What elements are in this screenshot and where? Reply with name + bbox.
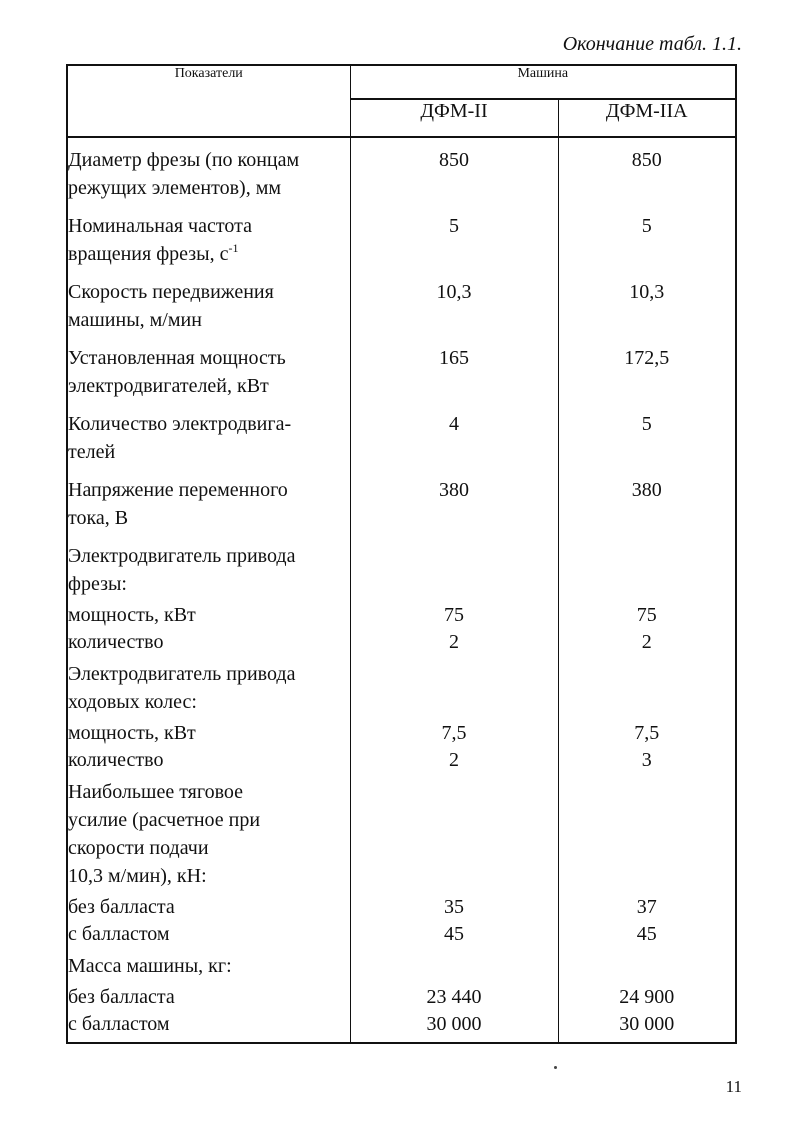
table-row	[67, 1011, 736, 1038]
row-value-dfm-iia: 850	[558, 146, 736, 202]
row-sublabel: мощность, кВт	[67, 602, 350, 629]
row-sublabel: с балластом	[67, 921, 350, 948]
table-row	[67, 921, 736, 948]
row-value-dfm-ii: 30 000	[350, 1011, 558, 1038]
header-parameters: Показатели	[67, 65, 350, 137]
row-value-dfm-ii: 2	[350, 747, 558, 774]
row-value-dfm-ii: 850	[350, 146, 558, 202]
row-value-dfm-iia: 380	[558, 476, 736, 532]
row-label: Установленная мощность электродвигателей, кВт	[67, 344, 350, 400]
table-row	[67, 476, 736, 532]
row-sublabel: количество	[67, 629, 350, 656]
table-row	[67, 984, 736, 1011]
row-value-dfm-ii: 35	[350, 894, 558, 921]
row-value-dfm-ii: 23 440	[350, 984, 558, 1011]
table-row	[67, 660, 736, 716]
table-row	[67, 778, 736, 890]
row-label: Масса машины, кг:	[67, 952, 350, 980]
row-value-dfm-ii: 5	[350, 212, 558, 268]
row-label: Наибольшее тяговое усилие (расчетное при скорости подачи 10,3 м/мин), кН:	[67, 778, 350, 890]
table-row	[67, 629, 736, 656]
row-value-dfm-iia: 30 000	[558, 1011, 736, 1038]
header-model-dfm-iia: ДФМ-IIА	[558, 99, 736, 137]
row-sublabel: количество	[67, 747, 350, 774]
table-row	[67, 212, 736, 268]
row-value-dfm-iia: 5	[558, 212, 736, 268]
header-machine: Машина	[350, 65, 736, 99]
table-row	[67, 410, 736, 466]
row-value-dfm-iia: 7,5	[558, 720, 736, 747]
row-value-dfm-iia: 5	[558, 410, 736, 466]
row-value-dfm-ii: 10,3	[350, 278, 558, 334]
table-row	[67, 894, 736, 921]
header-model-dfm-ii: ДФМ-II	[350, 99, 558, 137]
table-row	[67, 747, 736, 774]
row-value-dfm-ii: 2	[350, 629, 558, 656]
row-value-dfm-iia: 172,5	[558, 344, 736, 400]
row-value-dfm-iia: 3	[558, 747, 736, 774]
row-label: Скорость передвижения машины, м/мин	[67, 278, 350, 334]
row-value-dfm-ii: 45	[350, 921, 558, 948]
specifications-table	[66, 64, 737, 1044]
row-sublabel: без балласта	[67, 894, 350, 921]
table-row	[67, 952, 736, 980]
row-label: Электродвигатель привода ходовых колес:	[67, 660, 350, 716]
row-label: Напряжение переменного тока, В	[67, 476, 350, 532]
row-label: Количество электродвига- телей	[67, 410, 350, 466]
row-value-dfm-ii: 7,5	[350, 720, 558, 747]
row-sublabel: с балластом	[67, 1011, 350, 1038]
row-value-dfm-iia: 75	[558, 602, 736, 629]
table-row	[67, 278, 736, 334]
row-label: Электродвигатель привода фрезы:	[67, 542, 350, 598]
row-value-dfm-ii: 380	[350, 476, 558, 532]
row-value-dfm-ii: 75	[350, 602, 558, 629]
row-value-dfm-ii: 4	[350, 410, 558, 466]
row-sublabel: мощность, кВт	[67, 720, 350, 747]
row-value-dfm-iia: 24 900	[558, 984, 736, 1011]
table-row	[67, 720, 736, 747]
table-caption: Окончание табл. 1.1.	[562, 33, 742, 55]
table-row	[67, 602, 736, 629]
table-row	[67, 542, 736, 598]
row-sublabel: без балласта	[67, 984, 350, 1011]
row-value-dfm-iia: 2	[558, 629, 736, 656]
row-value-dfm-iia: 45	[558, 921, 736, 948]
page-number: 11	[725, 1077, 742, 1096]
scan-speck	[554, 1066, 557, 1069]
row-value-dfm-iia: 10,3	[558, 278, 736, 334]
row-value-dfm-ii: 165	[350, 344, 558, 400]
row-label: Номинальная частота вращения фрезы, $с^{-1}$	[67, 212, 350, 268]
table-row	[67, 146, 736, 202]
row-value-dfm-iia: 37	[558, 894, 736, 921]
row-label: Диаметр фрезы (по концам режущих элементов), мм	[67, 146, 350, 202]
table-row	[67, 344, 736, 400]
